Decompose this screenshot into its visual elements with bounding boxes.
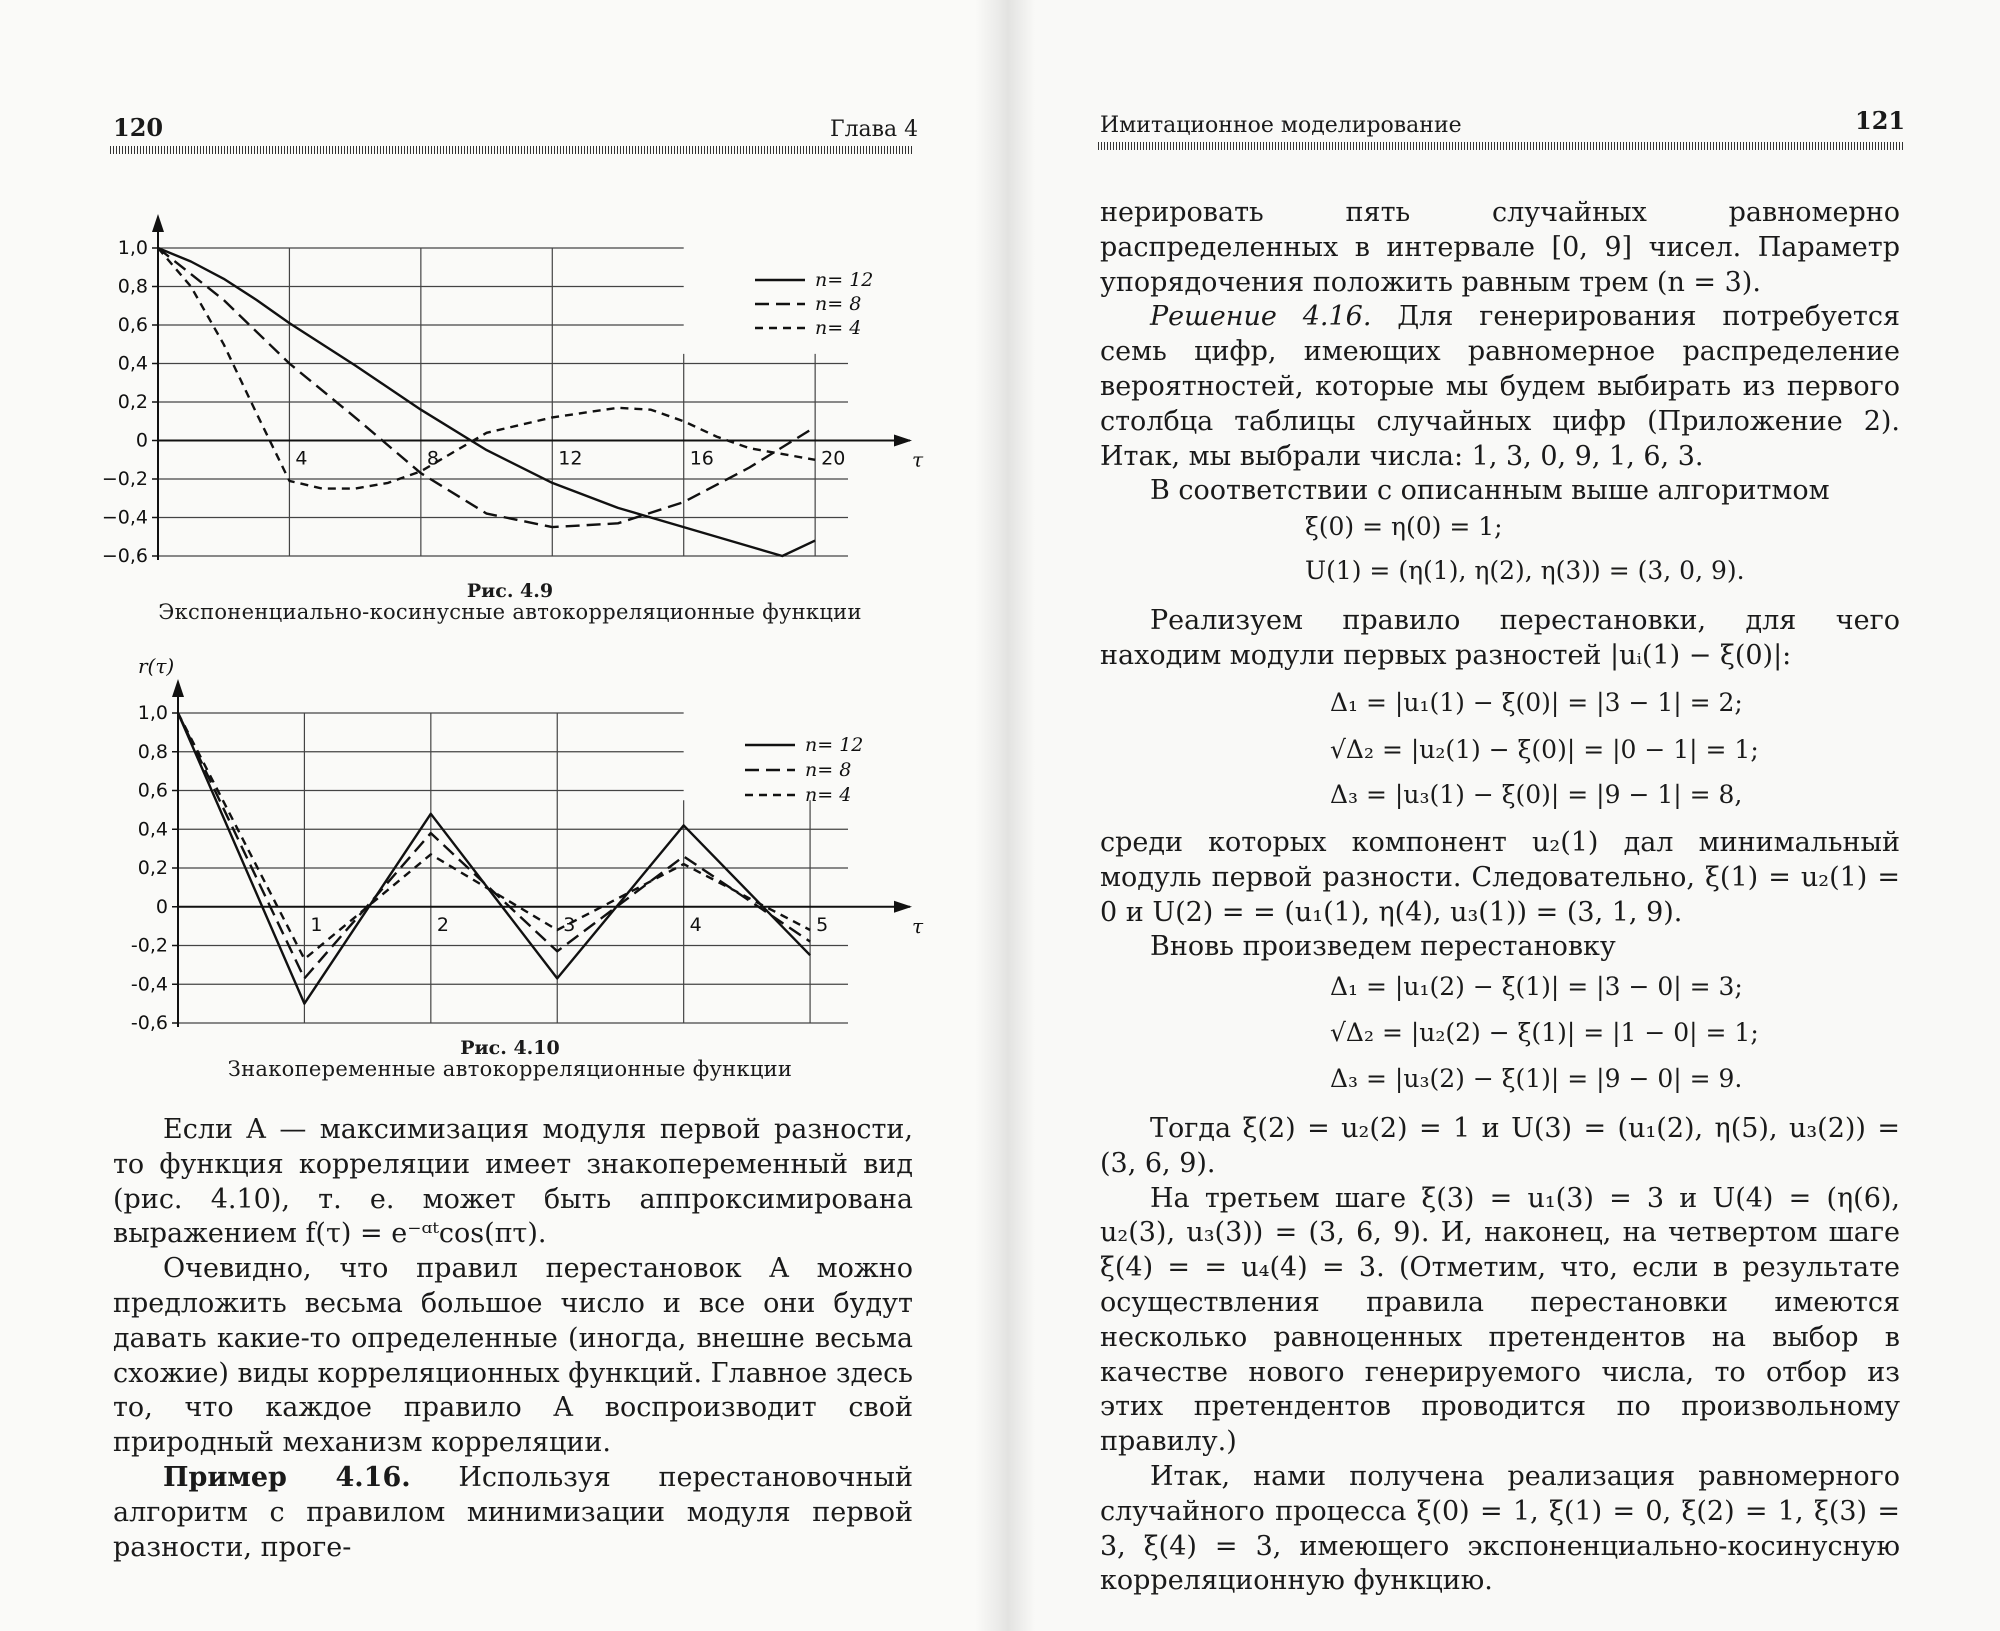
formula-8: Δ₃ = |u₃(2) − ξ(1)| = |9 − 0| = 9.	[1330, 1064, 1743, 1093]
series-line-dash-short	[178, 713, 810, 959]
x-tick-label: 1	[310, 913, 323, 936]
solution-text: Для генерирования потребуется семь цифр, имеющих равномерное распределение вероятностей, которые мы будем выбирать из первого столбца таблицы случайных цифр (Приложение 2). Итак, мы выбрали числа: 1, 3, 0, 9, 1, 6, 3.	[1100, 301, 1900, 472]
formula-1: ξ(0) = η(0) = 1;	[1305, 512, 1503, 541]
x-tick-label: 8	[426, 447, 439, 470]
running-head-right: Имитационное моделирование	[1100, 113, 1462, 138]
x-axis-label: τ	[912, 913, 924, 938]
formula-3: Δ₁ = |u₁(1) − ξ(0)| = |3 − 1| = 2;	[1330, 688, 1743, 717]
example-text: Используя перестановочный алгоритм с правилом минимизации модуля первой разности, проге-	[113, 1461, 913, 1563]
paragraph: нерировать пять случайных равномерно распределенных в интервале [0, 9] чисел. Параметр упорядочения положить равным трем (n = 3).	[1100, 197, 1900, 298]
right-body-mid-1	[1100, 604, 1900, 674]
x-axis-label: τ	[912, 447, 924, 472]
y-tick-label: 0,2	[137, 857, 168, 879]
y-tick-label: 0	[155, 895, 168, 918]
y-tick-label: 0,6	[117, 314, 148, 336]
example-paragraph	[113, 1461, 913, 1565]
page-number-left: 120	[113, 113, 164, 142]
y-tick-label: 0	[135, 429, 148, 452]
y-tick-label: 1,0	[137, 702, 168, 724]
series-line-solid	[178, 713, 810, 1004]
x-tick-label: 4	[295, 447, 308, 470]
paragraph: На третьем шаге ξ(3) = u₁(3) = 3 и U(4) = (η(6), u₂(3), u₃(3)) = (3, 6, 9). И, наконец, на четвертом шаге ξ(4) = = u₄(4) = 3. (Отметим, что, если в результате осуществления правила перестановки имеются несколько равноценных претендентов на выбор в качестве нового генерируемого числа, то отбор из этих претендентов проводится по произвольному правилу.)	[1100, 1182, 1900, 1458]
fig-4-9-number: Рис. 4.9	[466, 580, 554, 602]
y-tick-label: −0,4	[101, 506, 148, 529]
formula-6: Δ₁ = |u₁(2) − ξ(1)| = |3 − 0| = 3;	[1330, 972, 1743, 1001]
chart-alternating	[110, 650, 930, 1040]
y-tick-label: 0,4	[137, 818, 168, 841]
left-body-text	[113, 1113, 913, 1565]
y-tick-label: -0,6	[130, 1012, 168, 1034]
legend-label: n= 8	[805, 759, 852, 781]
y-tick-label: 0,4	[117, 352, 148, 375]
series-line-dash-short	[158, 248, 815, 489]
formula-4: √Δ₂ = |u₂(1) − ξ(0)| = |0 − 1| = 1;	[1330, 735, 1759, 764]
header-rule-left	[110, 146, 912, 154]
header-rule-right	[1098, 142, 1903, 150]
paragraph: Реализуем правило перестановки, для чего находим модули первых разностей |uᵢ(1) − ξ(0)|:	[1100, 605, 1900, 671]
x-tick-label: 2	[436, 913, 449, 936]
running-head-left: Глава 4	[830, 117, 919, 142]
y-tick-label: 0,8	[117, 275, 148, 298]
y-tick-label: 0,2	[117, 391, 148, 413]
y-tick-label: −0,6	[101, 545, 148, 567]
series-line-dashed	[178, 713, 810, 978]
fig-4-10-number: Рис. 4.10	[460, 1037, 560, 1059]
y-tick-label: -0,4	[130, 973, 168, 996]
x-tick-label: 4	[689, 913, 702, 936]
right-page	[1000, 0, 2000, 1631]
formula-5: Δ₃ = |u₃(1) − ξ(0)| = |9 − 1| = 8,	[1330, 780, 1743, 809]
x-tick-label: 5	[816, 913, 829, 936]
x-tick-label: 16	[689, 447, 714, 470]
y-tick-label: -0,2	[130, 934, 168, 957]
y-axis-arrow	[172, 679, 184, 697]
y-tick-label: 0,6	[137, 779, 168, 802]
right-body-bottom	[1100, 1112, 1900, 1599]
book-gutter	[975, 0, 1035, 1631]
x-tick-label: 12	[558, 447, 583, 470]
paragraph: Вновь произведем перестановку	[1150, 931, 1616, 963]
x-axis-arrow	[894, 435, 912, 447]
y-tick-label: 1,0	[117, 237, 148, 259]
x-tick-label: 20	[821, 447, 846, 470]
y-tick-label: 0,8	[137, 740, 168, 763]
x-axis-arrow	[894, 901, 912, 913]
paragraph: Очевидно, что правил перестановок A можно предложить весьма большое число и все они будут давать какие-то определенные (иногда, внешне весьма схожие) виды корреляционных функций. Главное здесь то, что каждое правило A воспроизводит свой природный механизм корреляции.	[113, 1253, 913, 1459]
paragraph: Если A — максимизация модуля первой разности, то функция корреляции имеет знакопеременный вид (рис. 4.10), т. е. может быть аппроксимирована выражением f(τ) = e⁻ᵅᵗcos(πτ).	[113, 1114, 913, 1250]
right-body-mid-2	[1100, 826, 1900, 965]
legend-label: n= 4	[815, 317, 862, 339]
y-tick-label: −0,2	[101, 468, 148, 490]
right-body-top	[1100, 196, 1900, 509]
legend-label: n= 8	[815, 293, 862, 315]
paragraph: Тогда ξ(2) = u₂(2) = 1 и U(3) = (u₁(2), η(5), u₃(2)) = (3, 6, 9).	[1100, 1113, 1900, 1179]
paragraph: В соответствии с описанным выше алгоритмом	[1150, 475, 1830, 507]
solution-paragraph	[1100, 300, 1900, 474]
legend-label: n= 12	[805, 734, 864, 756]
formula-7: √Δ₂ = |u₂(2) − ξ(1)| = |1 − 0| = 1;	[1330, 1018, 1759, 1047]
formula-2: U(1) = (η(1), η(2), η(3)) = (3, 0, 9).	[1305, 556, 1745, 585]
legend-label: n= 4	[805, 784, 852, 806]
solution-label: Решение 4.16.	[1150, 301, 1372, 333]
x-tick-label: 3	[563, 913, 576, 936]
paragraph: Итак, нами получена реализация равномерного случайного процесса ξ(0) = 1, ξ(1) = 0, ξ(2) = 1, ξ(3) = 3, ξ(4) = 3, имеющего экспоненциально-косинусную корреляционную функцию.	[1100, 1460, 1900, 1597]
page-number-right: 121	[1855, 106, 1906, 135]
fig-4-10-caption: Знакопеременные автокорреляционные функции	[227, 1057, 793, 1081]
figure-4-10	[110, 650, 930, 1040]
example-label: Пример 4.16.	[163, 1461, 411, 1493]
y-axis-label: r(τ)	[138, 654, 175, 678]
chart-exp-cos	[101, 200, 930, 570]
paragraph: среди которых компонент u₂(1) дал минимальный модуль первой разности. Следовательно, ξ(1) = u₂(1) = 0 и U(2) = = (u₁(1), η(4), u₃(1)) = (3, 1, 9).	[1100, 827, 1900, 928]
fig-4-9-caption: Экспоненциально-косинусные автокорреляционные функции	[158, 600, 862, 624]
figure-4-9	[101, 200, 930, 570]
series-line-dashed	[158, 248, 815, 527]
y-axis-arrow	[152, 214, 164, 232]
legend-label: n= 12	[815, 269, 874, 291]
